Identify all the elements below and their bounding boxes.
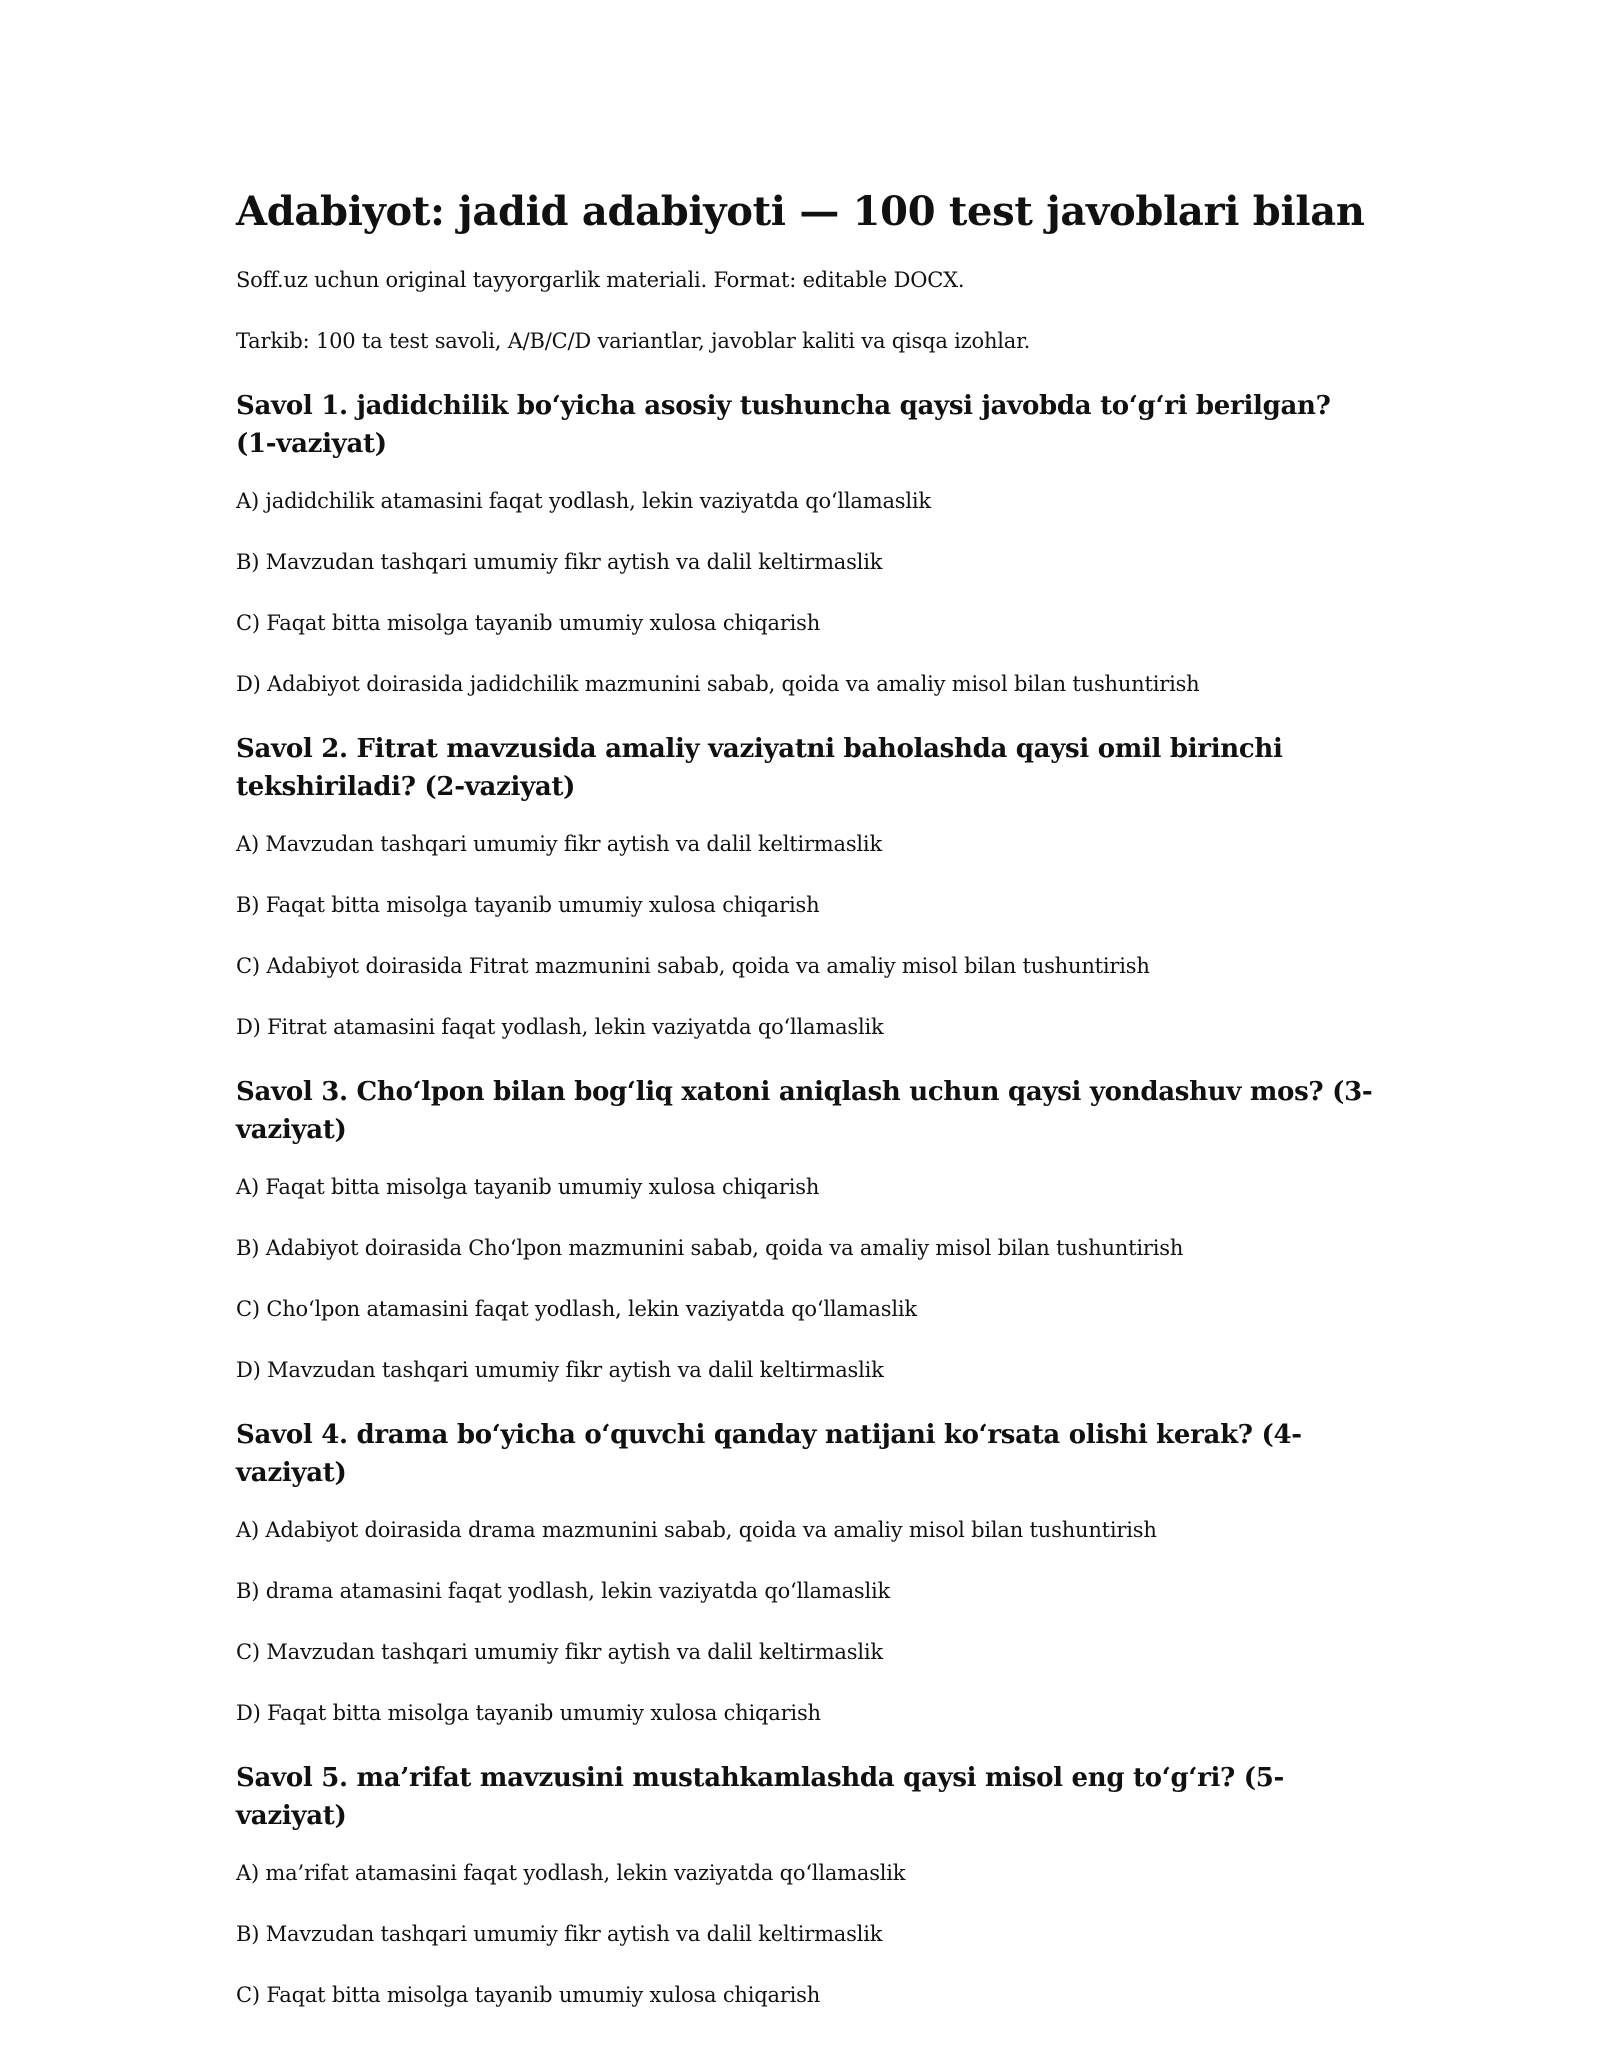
document-page bbox=[236, 185, 1376, 2041]
question-text: Savol 1. jadidchilik bo‘yicha asosiy tushuncha qaysi javobda to‘g‘ri berilgan? (1-vaziyat) bbox=[236, 391, 1331, 459]
question-3 bbox=[236, 1073, 1376, 1385]
question-text: Savol 3. Cho‘lpon bilan bog‘liq xatoni aniqlash uchun qaysi yondashuv mos? (3-vaziyat) bbox=[236, 1077, 1373, 1145]
option-d: D) Fitrat atamasini faqat yodlash, lekin vaziyatda qo‘llamaslik bbox=[236, 1015, 884, 1039]
document-title: Adabiyot: jadid adabiyoti — 100 test javoblari bilan bbox=[236, 188, 1365, 235]
option-a: A) Faqat bitta misolga tayanib umumiy xulosa chiqarish bbox=[236, 1175, 820, 1199]
question-1 bbox=[236, 387, 1376, 699]
option-b: B) Mavzudan tashqari umumiy fikr aytish va dalil keltirmaslik bbox=[236, 550, 883, 574]
option-a: A) Mavzudan tashqari umumiy fikr aytish va dalil keltirmaslik bbox=[236, 832, 882, 856]
option-b: B) Mavzudan tashqari umumiy fikr aytish va dalil keltirmaslik bbox=[236, 1922, 883, 1946]
question-text: Savol 4. drama bo‘yicha o‘quvchi qanday natijani ko‘rsata olishi kerak? (4-vaziyat) bbox=[236, 1420, 1302, 1488]
question-text: Savol 2. Fitrat mavzusida amaliy vaziyatni baholashda qaysi omil birinchi tekshiriladi? (2-vaziyat) bbox=[236, 734, 1283, 802]
question-5 bbox=[236, 1759, 1376, 2010]
option-b: B) Faqat bitta misolga tayanib umumiy xulosa chiqarish bbox=[236, 893, 820, 917]
option-b: B) drama atamasini faqat yodlash, lekin vaziyatda qo‘llamaslik bbox=[236, 1579, 891, 1603]
option-d: D) Adabiyot doirasida jadidchilik mazmunini sabab, qoida va amaliy misol bilan tushuntirish bbox=[236, 672, 1200, 696]
question-text: Savol 5. ma’rifat mavzusini mustahkamlashda qaysi misol eng to‘g‘ri? (5-vaziyat) bbox=[236, 1763, 1285, 1831]
option-c: C) Faqat bitta misolga tayanib umumiy xulosa chiqarish bbox=[236, 1983, 821, 2007]
intro-source-line: Soff.uz uchun original tayyorgarlik materiali. Format: editable DOCX. bbox=[236, 268, 965, 292]
option-d: D) Mavzudan tashqari umumiy fikr aytish va dalil keltirmaslik bbox=[236, 1358, 884, 1382]
option-a: A) jadidchilik atamasini faqat yodlash, lekin vaziyatda qo‘llamaslik bbox=[236, 489, 931, 513]
question-2 bbox=[236, 730, 1376, 1042]
option-c: C) Adabiyot doirasida Fitrat mazmunini sabab, qoida va amaliy misol bilan tushuntirish bbox=[236, 954, 1150, 978]
option-a: A) Adabiyot doirasida drama mazmunini sabab, qoida va amaliy misol bilan tushuntirish bbox=[236, 1518, 1157, 1542]
intro-contents-line: Tarkib: 100 ta test savoli, A/B/C/D variantlar, javoblar kaliti va qisqa izohlar. bbox=[236, 329, 1031, 353]
option-c: C) Faqat bitta misolga tayanib umumiy xulosa chiqarish bbox=[236, 611, 821, 635]
option-b: B) Adabiyot doirasida Cho‘lpon mazmunini sabab, qoida va amaliy misol bilan tushuntirish bbox=[236, 1236, 1184, 1260]
option-d: D) Faqat bitta misolga tayanib umumiy xulosa chiqarish bbox=[236, 1701, 821, 1725]
option-a: A) ma’rifat atamasini faqat yodlash, lekin vaziyatda qo‘llamaslik bbox=[236, 1861, 906, 1885]
question-4 bbox=[236, 1416, 1376, 1728]
option-c: C) Mavzudan tashqari umumiy fikr aytish va dalil keltirmaslik bbox=[236, 1640, 883, 1664]
option-c: C) Cho‘lpon atamasini faqat yodlash, lekin vaziyatda qo‘llamaslik bbox=[236, 1297, 917, 1321]
